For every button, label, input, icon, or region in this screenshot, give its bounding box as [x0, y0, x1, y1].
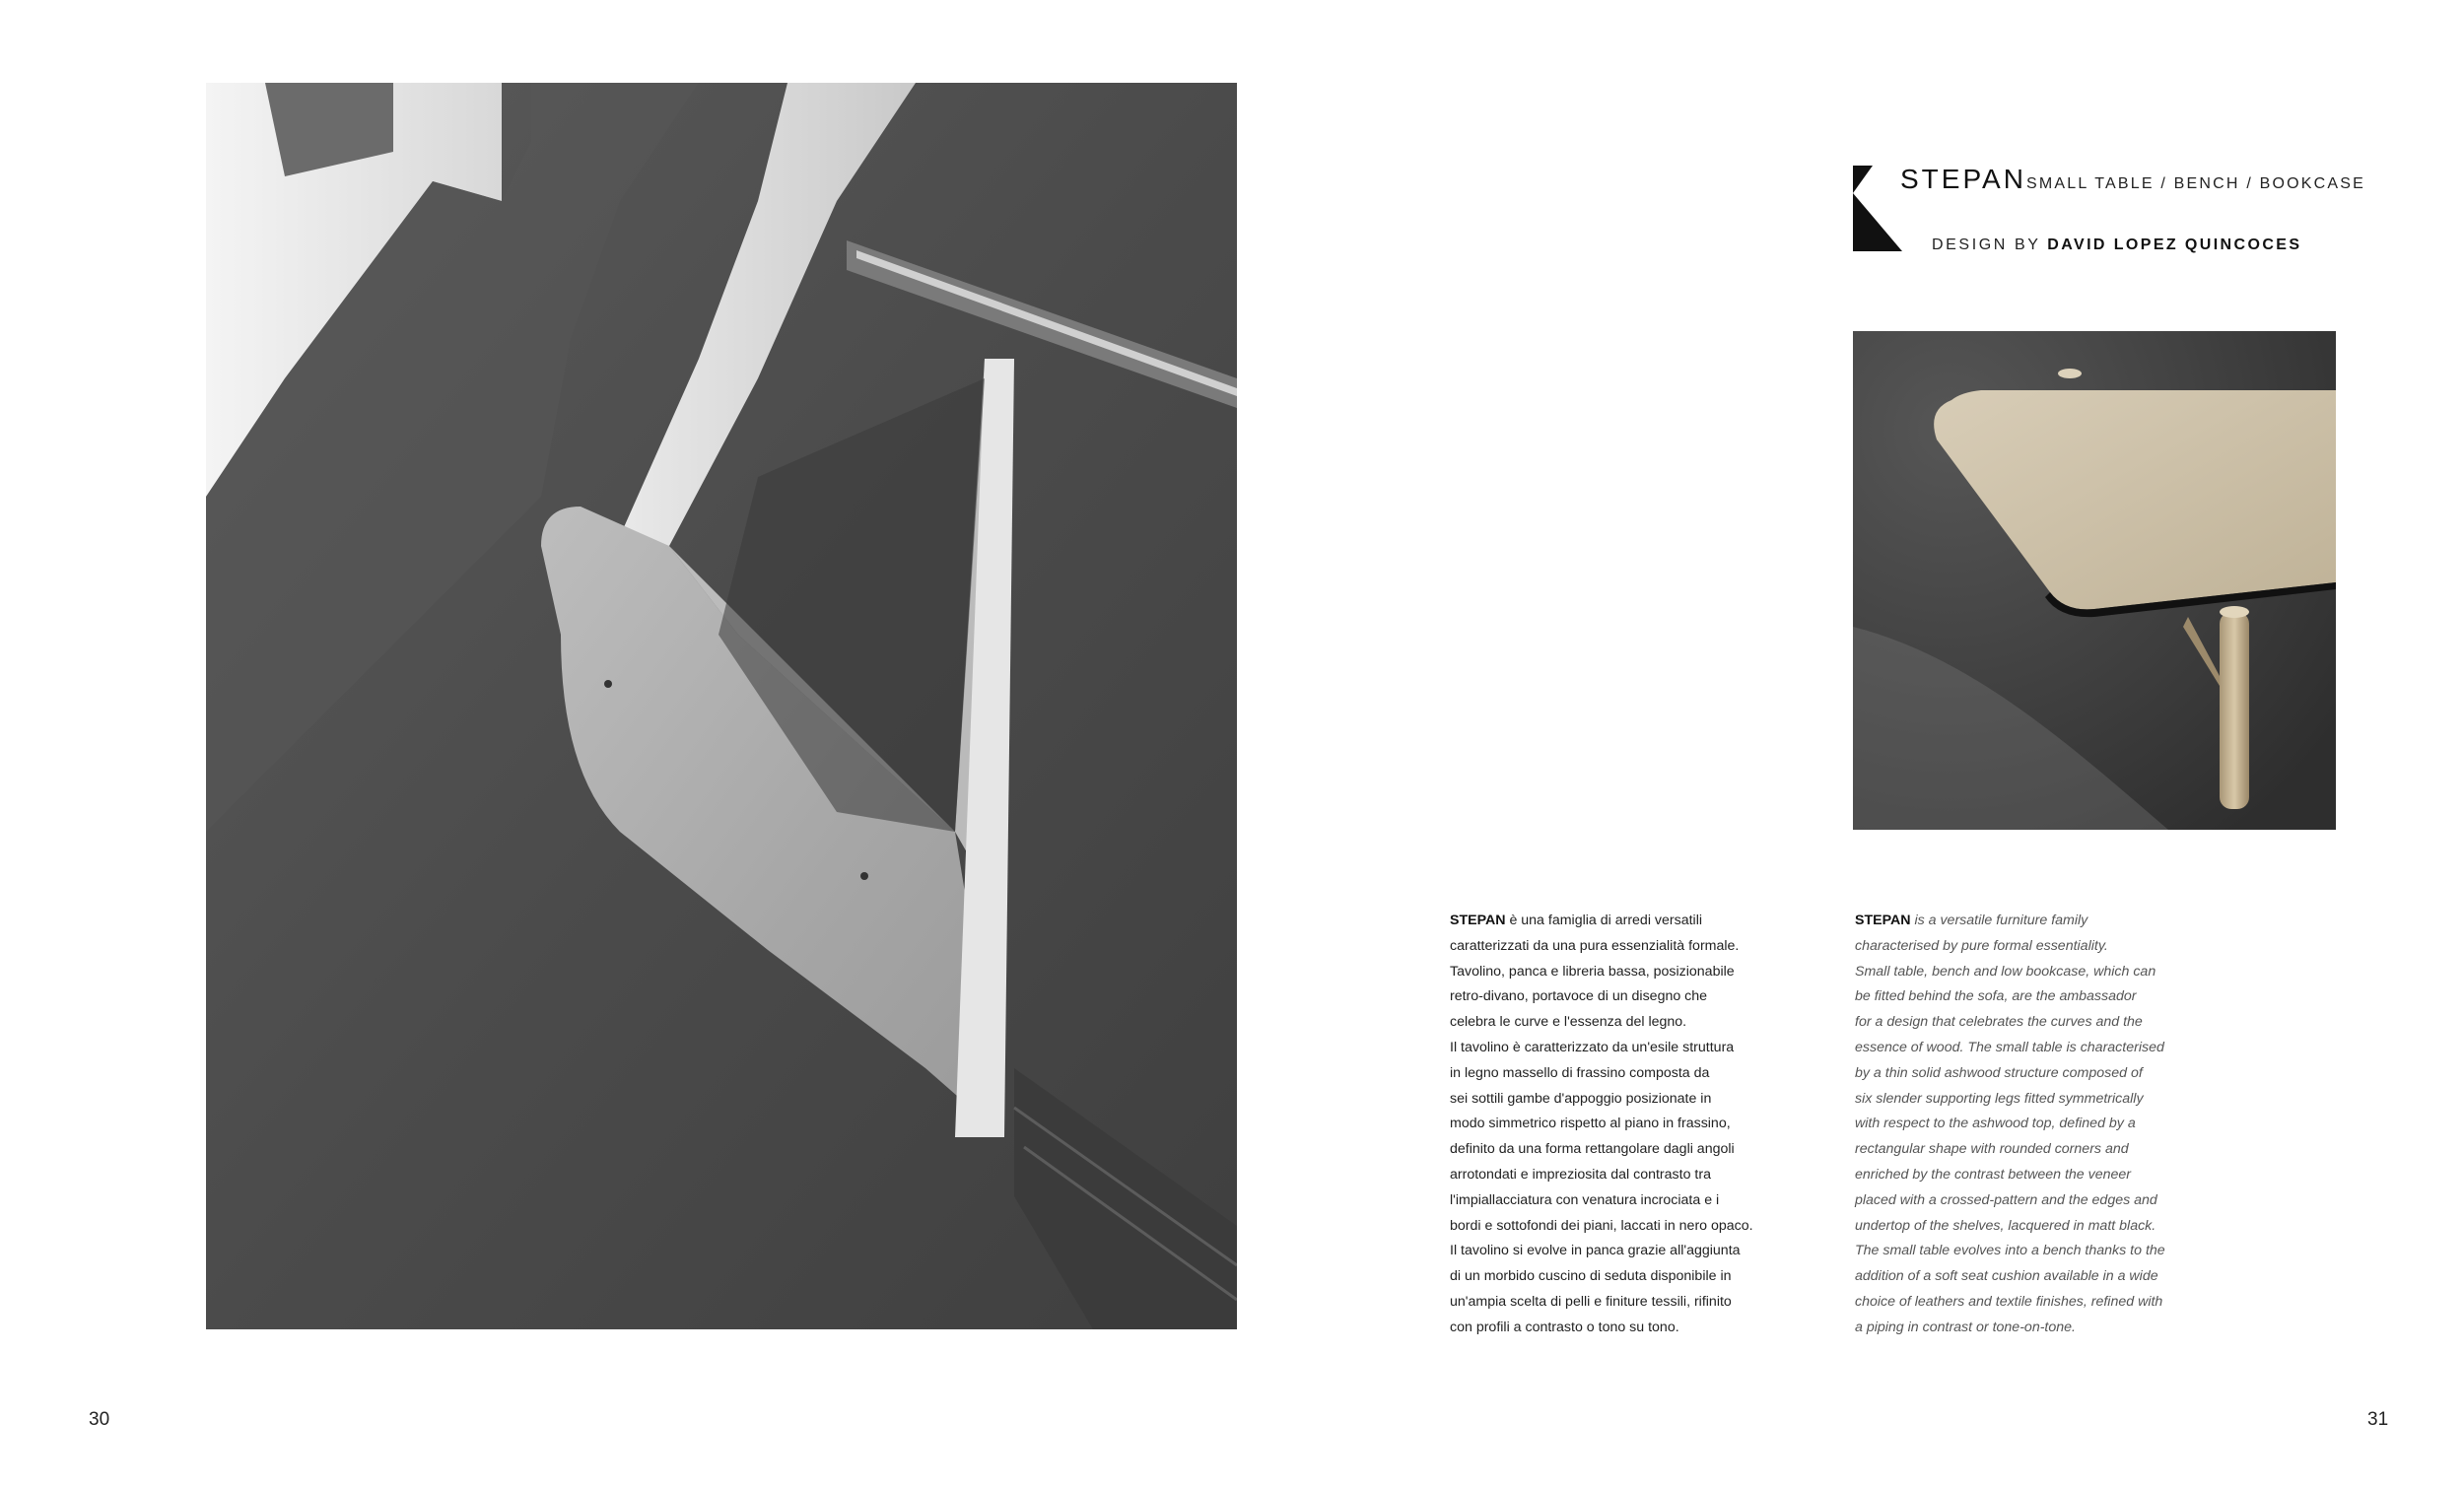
text-line: di un morbido cuscino di seduta disponibile in [1450, 1268, 1732, 1285]
product-lead: STEPAN [1855, 913, 1911, 928]
text-line: The small table evolves into a bench thanks to the [1855, 1243, 2165, 1259]
text-line: enriched by the contrast between the veneer [1855, 1166, 2131, 1183]
text-line: sei sottili gambe d'appoggio posizionate in [1450, 1090, 1712, 1107]
text-line: definito da una forma rettangolare dagli angoli [1450, 1141, 1735, 1158]
text-line: rectangular shape with rounded corners and [1855, 1141, 2129, 1158]
text-line: a piping in contrast or tone-on-tone. [1855, 1319, 2076, 1335]
page-number-right: 31 [2367, 1409, 2389, 1430]
text-line: by a thin solid ashwood structure composed of [1855, 1064, 2143, 1081]
product-name: STEPAN [1900, 164, 2026, 194]
designer-name: DAVID LOPEZ QUINCOCES [2047, 237, 2302, 253]
text-line: six slender supporting legs fitted symmetrically [1855, 1090, 2144, 1107]
text-line: celebra le curve e l'essenza del legno. [1450, 1014, 1687, 1031]
text-line: un'ampia scelta di pelli e finiture tessili, rifinito [1450, 1293, 1732, 1310]
text-line: bordi e sottofondi dei piani, laccati in nero opaco. [1450, 1217, 1753, 1234]
text-line: Tavolino, panca e libreria bassa, posizionabile [1450, 963, 1735, 980]
brand-mark-icon [1853, 166, 1902, 251]
architecture-photo [206, 83, 1237, 1329]
text-line: for a design that celebrates the curves and the [1855, 1014, 2143, 1031]
text-line: STEPAN is a versatile furniture family [1855, 913, 2088, 928]
text-line: characterised by pure formal essentiality. [1855, 937, 2108, 954]
text-line: modo simmetrico rispetto al piano in frassino, [1450, 1116, 1731, 1132]
product-type: SMALL TABLE / BENCH / BOOKCASE [2026, 175, 2366, 192]
text-line: caratterizzati da una pura essenzialità formale. [1450, 937, 1740, 954]
text-line: choice of leathers and textile finishes, refined with [1855, 1293, 2163, 1310]
text-line: Il tavolino si evolve in panca grazie all'aggiunta [1450, 1243, 1741, 1259]
italian-description [1450, 909, 1824, 1341]
text-line: STEPAN è una famiglia di arredi versatili [1450, 913, 1703, 928]
text-line: undertop of the shelves, lacquered in matt black. [1855, 1217, 2156, 1234]
text-line: retro-divano, portavoce di un disegno che [1450, 988, 1708, 1005]
text-line: con profili a contrasto o tono su tono. [1450, 1319, 1679, 1335]
design-credit [1932, 237, 2301, 254]
text-line: essence of wood. The small table is characterised [1855, 1039, 2164, 1055]
text-line: with respect to the ashwood top, defined by a [1855, 1116, 2136, 1132]
page-number-left: 30 [89, 1409, 110, 1430]
product-photo [1853, 331, 2336, 830]
text-line: be fitted behind the sofa, are the ambassador [1855, 988, 2137, 1005]
design-prefix: DESIGN BY [1932, 237, 2041, 253]
text-line: addition of a soft seat cushion available in a wide [1855, 1268, 2158, 1285]
text-line: Il tavolino è caratterizzato da un'esile struttura [1450, 1039, 1735, 1055]
text-line: placed with a crossed-pattern and the edges and [1855, 1191, 2157, 1208]
text-line: Small table, bench and low bookcase, which can [1855, 963, 2156, 980]
text-line: arrotondati e impreziosita dal contrasto tra [1450, 1166, 1711, 1183]
text-line: l'impiallacciatura con venatura incrociata e i [1450, 1191, 1720, 1208]
product-lead: STEPAN [1450, 913, 1506, 928]
english-description [1855, 909, 2229, 1341]
text-line: in legno massello di frassino composta da [1450, 1064, 1710, 1081]
